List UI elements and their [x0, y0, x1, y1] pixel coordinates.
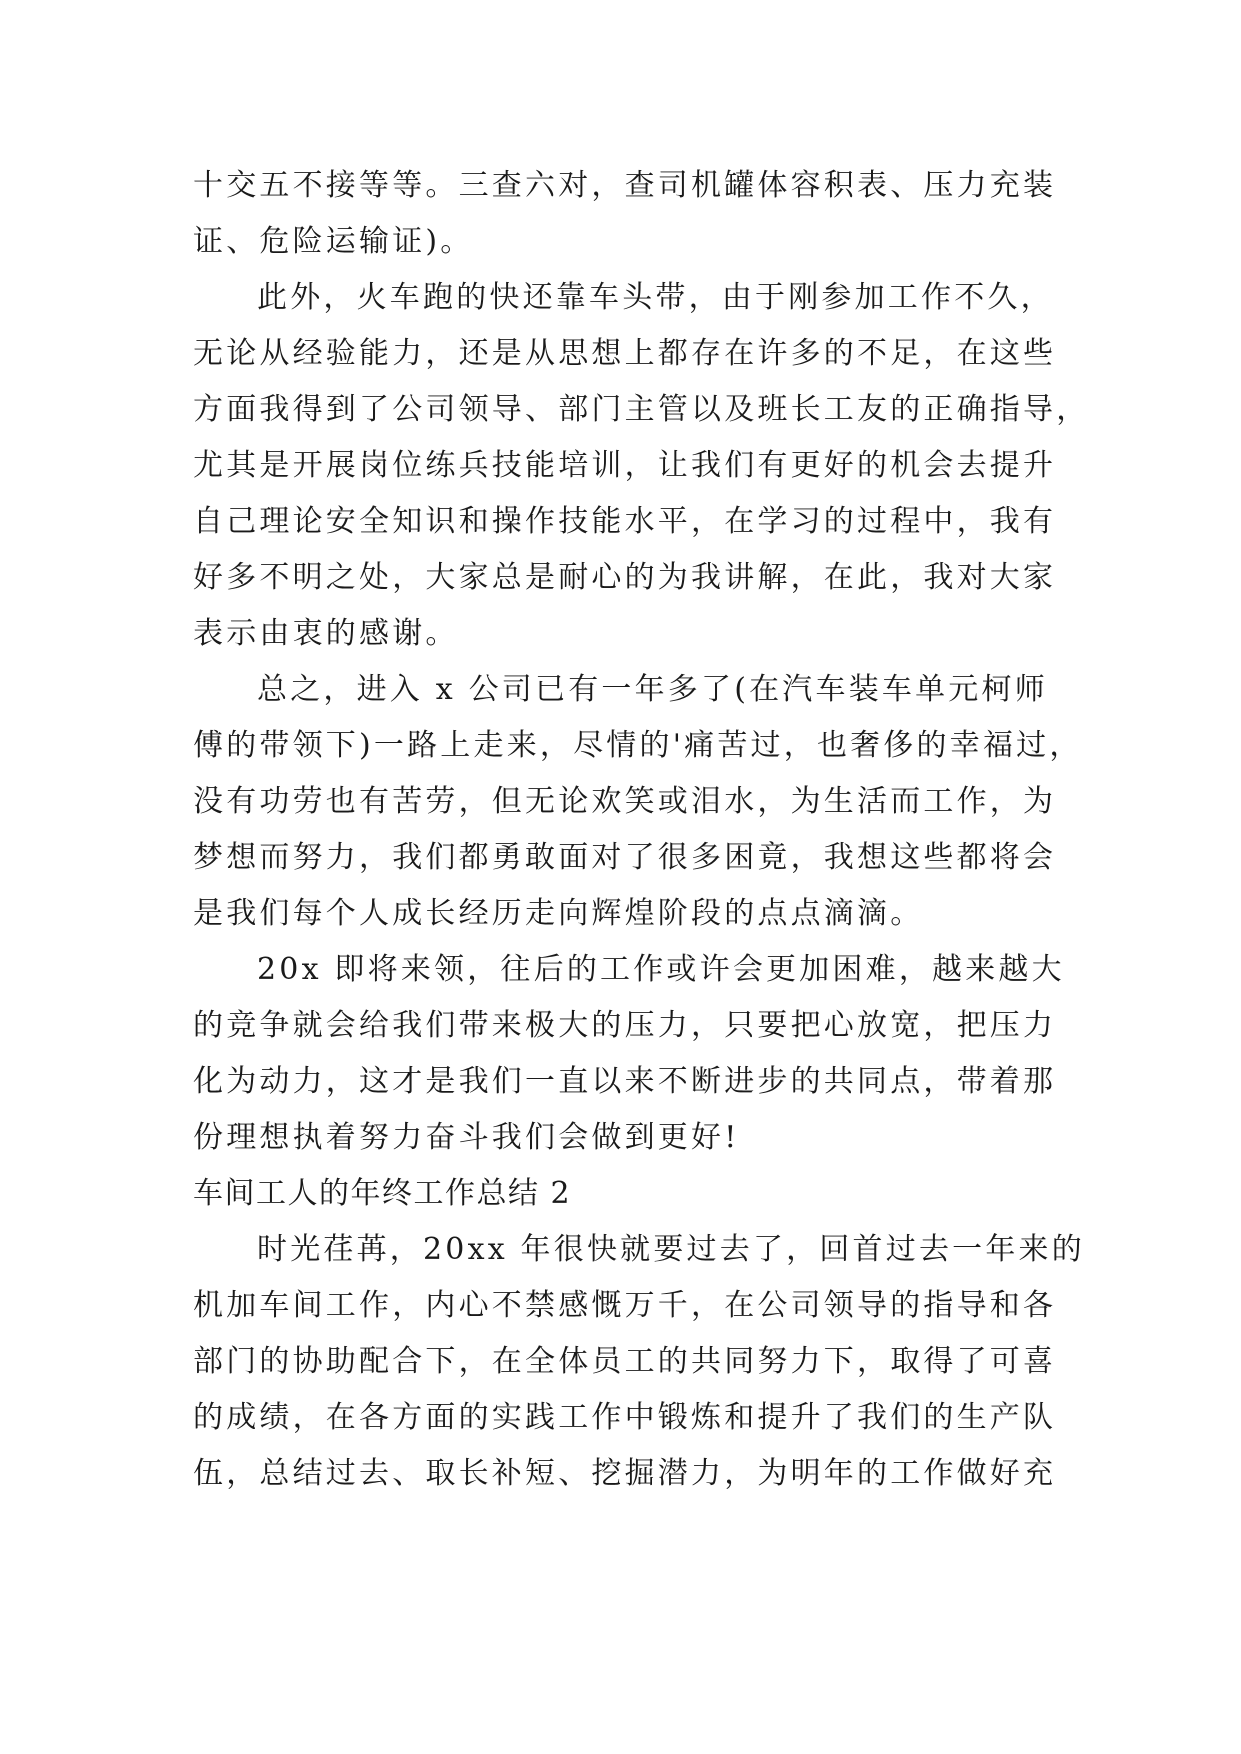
- text-line: 时光荏苒，20xx 年很快就要过去了，回首过去一年来的: [257, 1232, 1085, 1267]
- heading-text: 车间工人的年终工作总结 2: [193, 1176, 572, 1211]
- text-line: 傅的带领下)一路上走来，尽情的'痛苦过，也奢侈的幸福过，: [193, 728, 1083, 763]
- text-line: 的竞争就会给我们带来极大的压力，只要把心放宽，把压力: [193, 1008, 1057, 1043]
- text-line: 表示由衷的感谢。: [193, 616, 459, 651]
- text-line: 的成绩，在各方面的实践工作中锻炼和提升了我们的生产队: [193, 1400, 1057, 1435]
- text-line: 机加车间工作，内心不禁感慨万千，在公司领导的指导和各: [193, 1288, 1057, 1323]
- text-line: 份理想执着努力奋斗我们会做到更好!: [193, 1120, 740, 1155]
- text-line: 证、危险运输证)。: [193, 224, 474, 259]
- paragraph: [193, 662, 1083, 942]
- text-line: 没有功劳也有苦劳，但无论欢笑或泪水，为生活而工作，为: [193, 784, 1057, 819]
- text-line: 化为动力，这才是我们一直以来不断进步的共同点，带着那: [193, 1064, 1057, 1099]
- text-line: 十交五不接等等。三查六对，查司机罐体容积表、压力充装: [193, 168, 1057, 203]
- text-line: 20x 即将来领，往后的工作或许会更加困难，越来越大: [257, 952, 1065, 987]
- text-line: 方面我得到了公司领导、部门主管以及班长工友的正确指导，: [193, 392, 1090, 427]
- text-line: 好多不明之处，大家总是耐心的为我讲解，在此，我对大家: [193, 560, 1057, 595]
- text-line: 是我们每个人成长经历走向辉煌阶段的点点滴滴。: [193, 896, 924, 931]
- paragraph: [193, 158, 1059, 270]
- paragraph: [193, 942, 1065, 1166]
- paragraph: [193, 1222, 1085, 1502]
- text-line: 伍，总结过去、取长补短、挖掘潜力，为明年的工作做好充: [193, 1456, 1057, 1491]
- text-line: 梦想而努力，我们都勇敢面对了很多困竟，我想这些都将会: [193, 840, 1057, 875]
- document-body: [193, 158, 1090, 1502]
- paragraph: [193, 270, 1090, 662]
- text-line: 总之，进入 x 公司已有一年多了(在汽车装车单元柯师: [257, 672, 1048, 707]
- text-line: 尤其是开展岗位练兵技能培训，让我们有更好的机会去提升: [193, 448, 1057, 483]
- text-line: 无论从经验能力，还是从思想上都存在许多的不足，在这些: [193, 336, 1057, 371]
- section-heading: [193, 1166, 1059, 1222]
- text-line: 此外，火车跑的快还靠车头带，由于刚参加工作不久，: [257, 280, 1054, 315]
- text-line: 部门的协助配合下，在全体员工的共同努力下，取得了可喜: [193, 1344, 1057, 1379]
- text-line: 自己理论安全知识和操作技能水平，在学习的过程中，我有: [193, 504, 1057, 539]
